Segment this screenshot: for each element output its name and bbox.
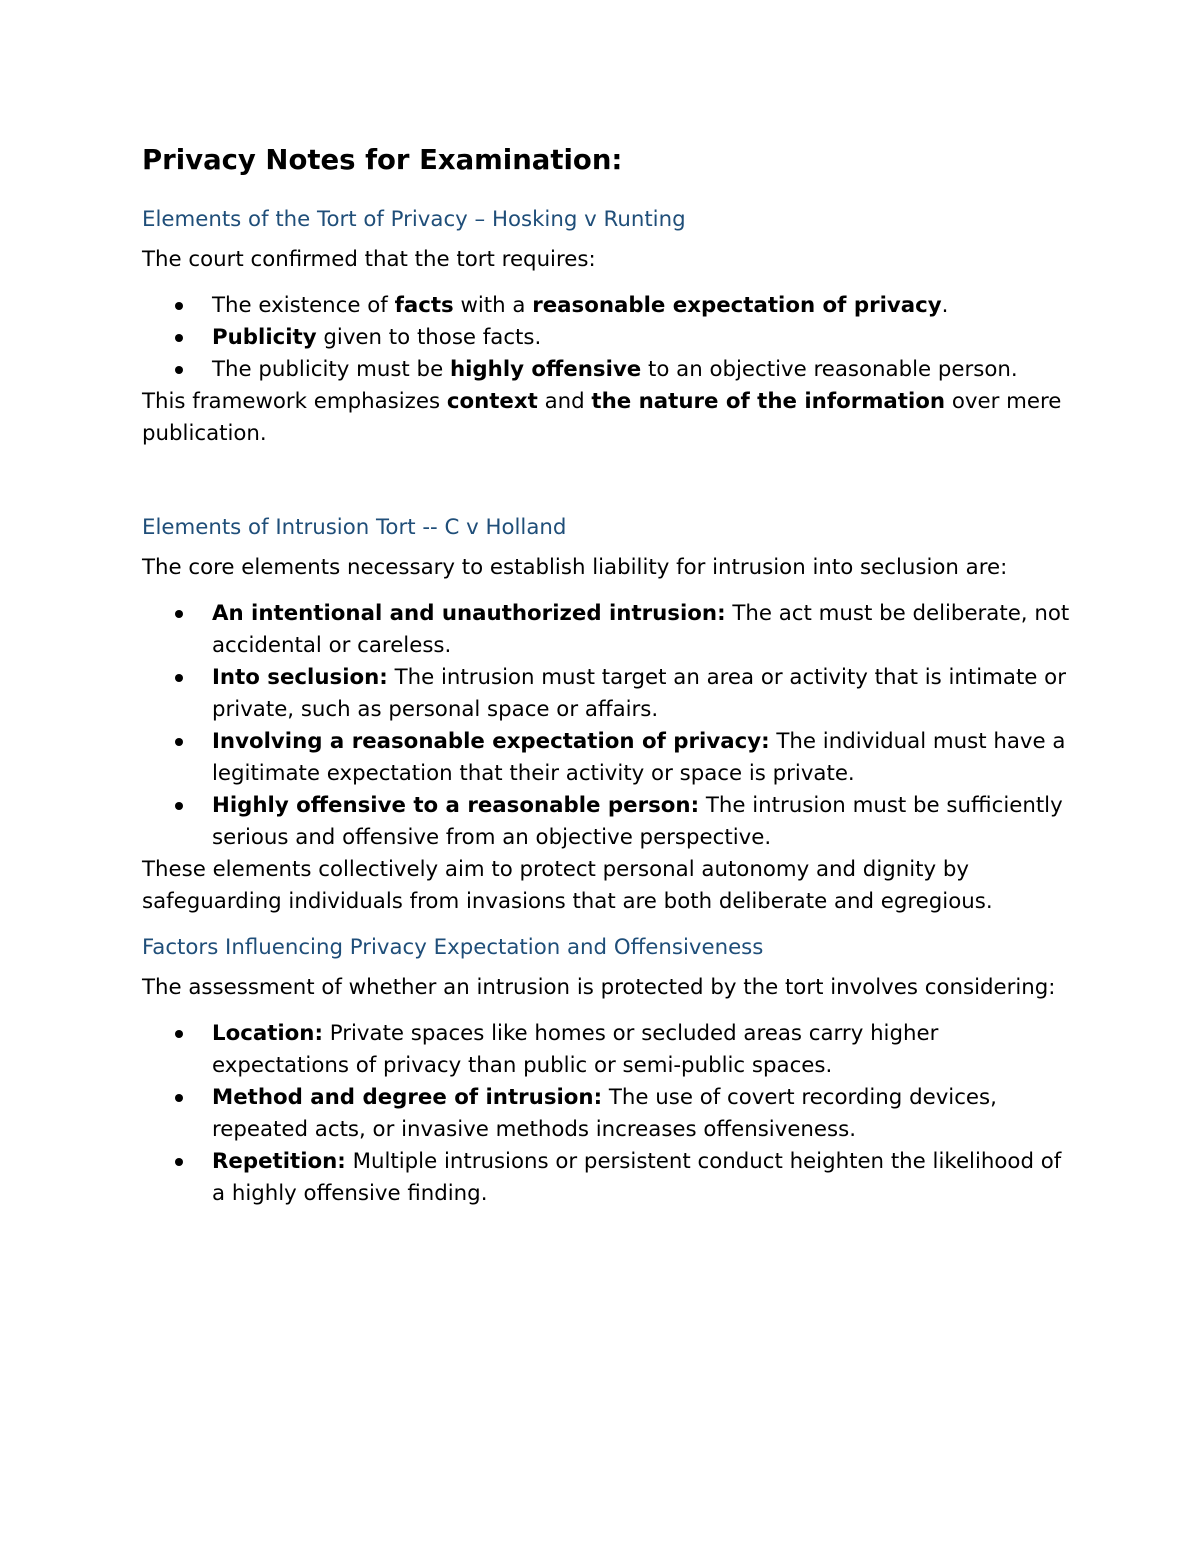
- list-item: An intentional and unauthorized intrusion: The act must be deliberate, not accidental or careless.: [142, 598, 1072, 662]
- spacer: [142, 450, 1072, 512]
- list-item: Into seclusion: The intrusion must target an area or activity that is intimate or private, such as personal space or affairs.: [142, 662, 1072, 726]
- list-item: The existence of facts with a reasonable expectation of privacy.: [142, 290, 1072, 322]
- bullet-icon: [175, 1094, 183, 1102]
- section-intro: The court confirmed that the tort requires:: [142, 247, 596, 272]
- spacer: [142, 918, 1072, 932]
- section-summary: This framework emphasizes context and the nature of the information over mere publication.: [142, 389, 1062, 446]
- list-item: Highly offensive to a reasonable person: The intrusion must be sufficiently serious and offensive from an objective perspective.: [142, 790, 1072, 854]
- bullet-list: [142, 290, 1072, 386]
- section-intro: The core elements necessary to establish liability for intrusion into seclusion are:: [142, 555, 1008, 580]
- bullet-icon: [175, 738, 183, 746]
- list-item: Involving a reasonable expectation of privacy: The individual must have a legitimate expectation that their activity or space is private.: [142, 726, 1072, 790]
- bullet-icon: [175, 802, 183, 810]
- list-item: Location: Private spaces like homes or secluded areas carry higher expectations of privacy than public or semi-public spaces.: [142, 1018, 1072, 1082]
- list-item: Publicity given to those facts.: [142, 322, 1072, 354]
- bullet-icon: [175, 366, 183, 374]
- bullet-list: [142, 1018, 1072, 1210]
- bullet-list: [142, 598, 1072, 854]
- section-summary: These elements collectively aim to protect personal autonomy and dignity by safeguarding individuals from invasions that are both deliberate and egregious.: [142, 857, 993, 914]
- section-heading-hosking: Elements of the Tort of Privacy – Hosking v Runting: [142, 207, 686, 232]
- document-page: [142, 138, 1072, 1210]
- bullet-icon: [175, 1158, 183, 1166]
- bullet-icon: [175, 1030, 183, 1038]
- section-intro: The assessment of whether an intrusion is protected by the tort involves considering:: [142, 975, 1056, 1000]
- page-title: Privacy Notes for Examination:: [142, 144, 623, 176]
- list-item: Method and degree of intrusion: The use of covert recording devices, repeated acts, or invasive methods increases offensiveness.: [142, 1082, 1072, 1146]
- list-item: The publicity must be highly offensive to an objective reasonable person.: [142, 354, 1072, 386]
- bullet-icon: [175, 334, 183, 342]
- section-heading-holland: Elements of Intrusion Tort -- C v Holland: [142, 515, 567, 540]
- section-heading-factors: Factors Influencing Privacy Expectation and Offensiveness: [142, 935, 764, 960]
- list-item: Repetition: Multiple intrusions or persistent conduct heighten the likelihood of a highly offensive finding.: [142, 1146, 1072, 1210]
- bullet-icon: [175, 674, 183, 682]
- bullet-icon: [175, 302, 183, 310]
- bullet-icon: [175, 610, 183, 618]
